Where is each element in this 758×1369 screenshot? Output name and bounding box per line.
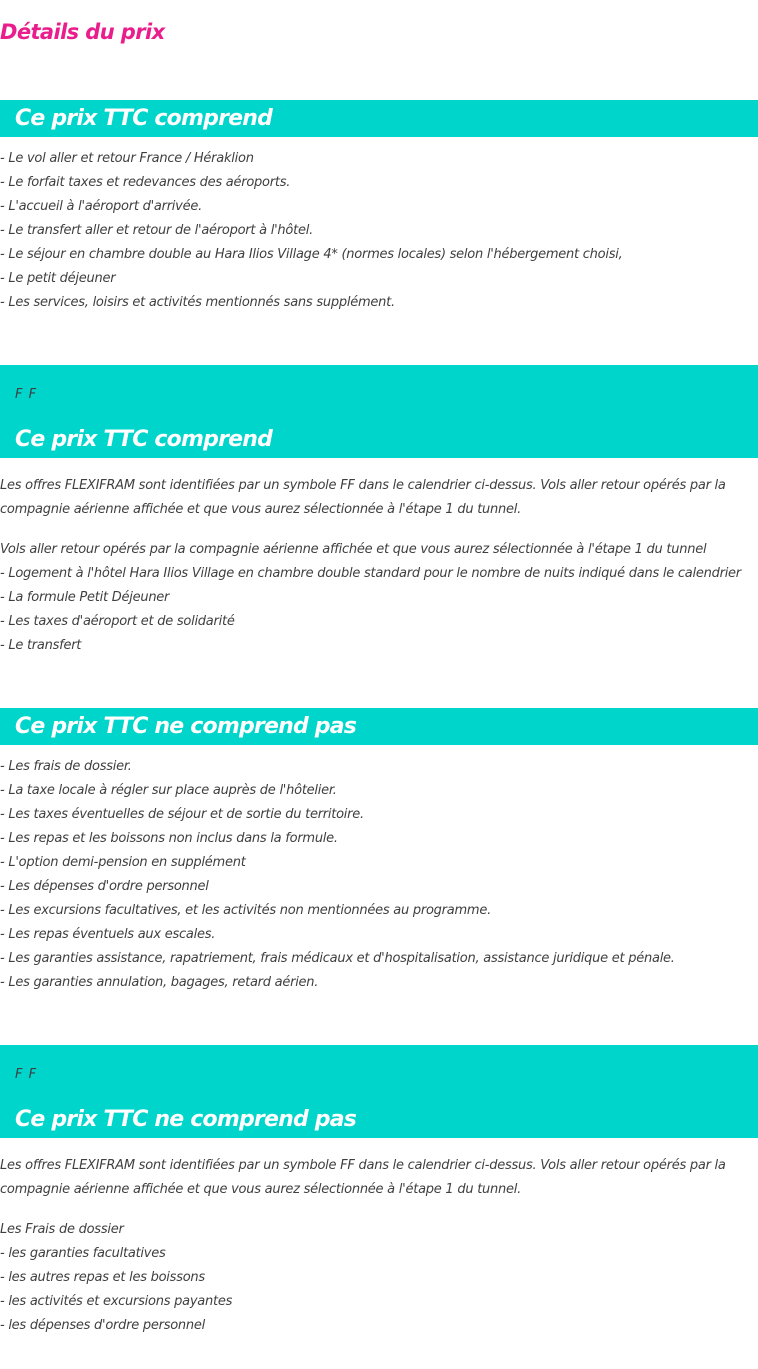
flexifram-includes-list: [0, 538, 758, 658]
list-item: - Les taxes éventuelles de séjour et de sortie du territoire.: [0, 807, 364, 822]
includes-list: [0, 147, 758, 315]
list-item: - Les dépenses d'ordre personnel: [0, 879, 209, 894]
section-header-includes: [0, 100, 758, 137]
list-item: - La formule Petit Déjeuner: [0, 590, 170, 605]
list-item: - Logement à l'hôtel Hara Ilios Village en chambre double standard pour le nombre de nuits indiqué dans le calendrier: [0, 566, 741, 581]
list-item: - Les repas et les boissons non inclus dans la formule.: [0, 831, 338, 846]
ff-symbol: F F: [15, 387, 38, 402]
flexifram-intro: Les offres FLEXIFRAM sont identifiées par un symbole FF dans le calendrier ci-dessus. Vols aller retour opérés par la compagnie aérienne affichée et que vous aurez sélectionnée à l'étape 1 du tunnel.: [0, 1158, 726, 1197]
list-item: - Le petit déjeuner: [0, 271, 116, 286]
list-item: - Les repas éventuels aux escales.: [0, 927, 216, 942]
list-item: - Les garanties annulation, bagages, retard aérien.: [0, 975, 319, 990]
ff-symbol: F F: [15, 1067, 38, 1082]
section-title: Ce prix TTC comprend: [15, 106, 273, 131]
section-title: Ce prix TTC comprend: [15, 427, 273, 452]
list-item: - Les taxes d'aéroport et de solidarité: [0, 614, 235, 629]
section-title: Ce prix TTC ne comprend pas: [15, 714, 357, 739]
list-item: - La taxe locale à régler sur place auprès de l'hôtelier.: [0, 783, 337, 798]
list-item: - Le forfait taxes et redevances des aéroports.: [0, 175, 291, 190]
flexifram-excludes-list: [0, 1218, 758, 1338]
page-title: Détails du prix: [0, 20, 165, 44]
section-title: Ce prix TTC ne comprend pas: [15, 1107, 357, 1132]
list-item: - Les frais de dossier.: [0, 759, 132, 774]
list-item: - Les garanties assistance, rapatriement, frais médicaux et d'hospitalisation, assistance juridique et pénale.: [0, 951, 675, 966]
list-item: - les autres repas et les boissons: [0, 1270, 205, 1285]
list-item: - Le transfert: [0, 638, 82, 653]
list-item: - les dépenses d'ordre personnel: [0, 1318, 206, 1333]
excludes-list: [0, 755, 758, 995]
list-item: - L'option demi-pension en supplément: [0, 855, 246, 870]
list-item: - les garanties facultatives: [0, 1246, 166, 1261]
section-header-excludes: [0, 708, 758, 745]
list-item: Les Frais de dossier: [0, 1222, 124, 1237]
list-item: Vols aller retour opérés par la compagnie aérienne affichée et que vous aurez sélectionnée à l'étape 1 du tunnel: [0, 542, 707, 557]
list-item: - Le séjour en chambre double au Hara Ilios Village 4* (normes locales) selon l'hébergement choisi,: [0, 247, 623, 262]
list-item: - L'accueil à l'aéroport d'arrivée.: [0, 199, 202, 214]
flexifram-intro: Les offres FLEXIFRAM sont identifiées par un symbole FF dans le calendrier ci-dessus. Vols aller retour opérés par la compagnie aérienne affichée et que vous aurez sélectionnée à l'étape 1 du tunnel.: [0, 478, 726, 517]
list-item: - Le transfert aller et retour de l'aéroport à l'hôtel.: [0, 223, 313, 238]
section-header-flexifram-excludes: [0, 1045, 758, 1138]
list-item: - les activités et excursions payantes: [0, 1294, 233, 1309]
section-header-flexifram-includes: [0, 365, 758, 458]
list-item: - Les excursions facultatives, et les activités non mentionnées au programme.: [0, 903, 491, 918]
list-item: - Les services, loisirs et activités mentionnés sans supplément.: [0, 295, 395, 310]
list-item: - Le vol aller et retour France / Héraklion: [0, 151, 254, 166]
